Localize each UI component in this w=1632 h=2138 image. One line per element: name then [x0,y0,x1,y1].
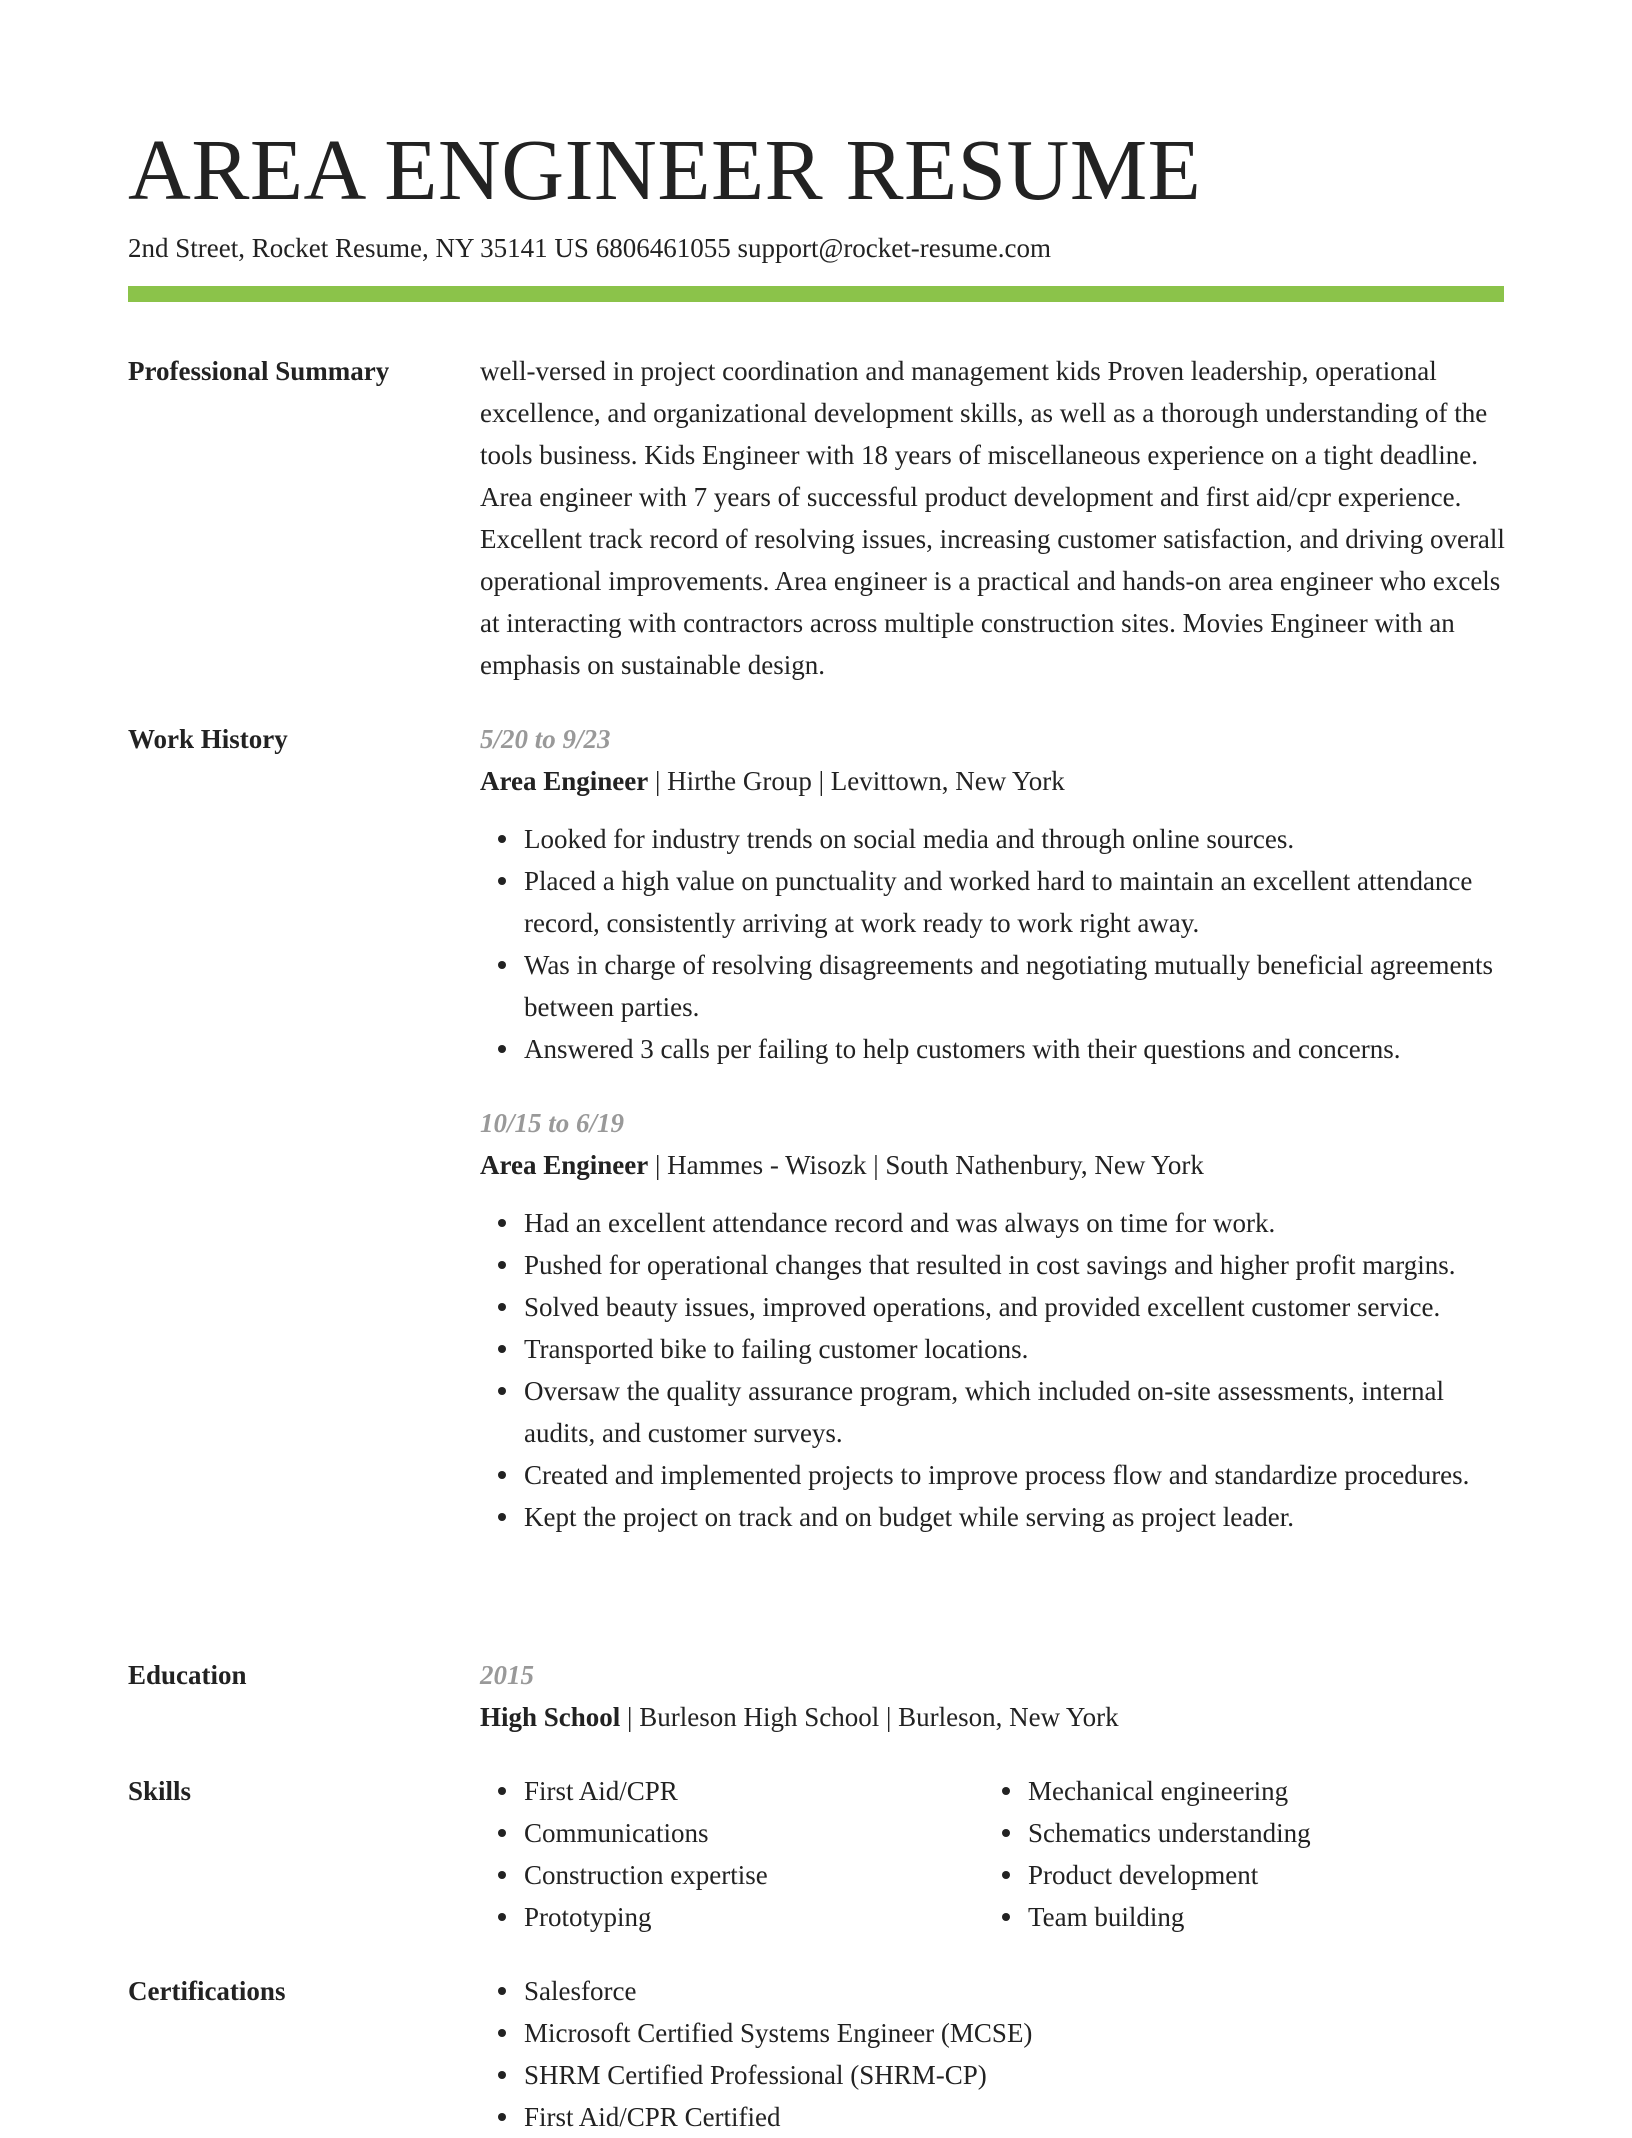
skills-columns [480,1770,1510,1938]
job-bullet: Was in charge of resolving disagreements and negotiating mutually beneficial agreements between parties. [524,944,1510,1028]
skills-list-right [984,1770,1488,1938]
job-bullet: Pushed for operational changes that resulted in cost savings and higher profit margins. [524,1244,1510,1286]
skill-item: Product development [1028,1854,1488,1896]
skill-item: Communications [524,1812,984,1854]
education-label: Education [128,1660,247,1690]
job-bullet: Placed a high value on punctuality and worked hard to maintain an excellent attendance record, consistently arriving at work ready to work right away. [524,860,1510,944]
job-bullet: Oversaw the quality assurance program, which included on-site assessments, internal audits, and customer surveys. [524,1370,1510,1454]
job-entry [480,1102,1510,1538]
resume-title: AREA ENGINEER RESUME [128,121,1202,218]
work-history-label: Work History [128,724,288,754]
job-bullet: Solved beauty issues, improved operations, and provided excellent customer service. [524,1286,1510,1328]
job-dates: 10/15 to 6/19 [480,1108,625,1138]
job-bullet: Transported bike to failing customer locations. [524,1328,1510,1370]
job-heading [480,1144,1510,1186]
education-body [480,1654,1510,1738]
certification-item: First Aid/CPR Certified [524,2096,1510,2138]
job-details: | Hammes - Wisozk | South Nathenbury, New York [648,1150,1204,1180]
job-bullet: Created and implemented projects to improve process flow and standardize procedures. [524,1454,1510,1496]
job-bullet: Looked for industry trends on social media and through online sources. [524,818,1510,860]
certification-item: Microsoft Certified Systems Engineer (MCSE) [524,2012,1510,2054]
certification-item: SHRM Certified Professional (SHRM-CP) [524,2054,1510,2096]
skills-column-right [984,1770,1488,1938]
certifications-list [480,1970,1510,2138]
job-title: Area Engineer [480,1150,649,1180]
certifications-body [480,1970,1510,2138]
certification-item: Salesforce [524,1970,1510,2012]
work-history-body [480,718,1510,1570]
summary-body [480,350,1510,686]
job-bullet: Kept the project on track and on budget while serving as project leader. [524,1496,1510,1538]
skills-list-left [480,1770,984,1938]
certifications-label: Certifications [128,1976,286,2006]
summary-text: well-versed in project coordination and management kids Proven leadership, operational excellence, and organizational development skills, as well as a thorough understanding of the tools business. Kids Engineer with 18 years of miscellaneous experience on a tight deadline. Area engineer with 7 years of successful product development and first aid/cpr experience. Excellent track record of resolving issues, increasing customer satisfaction, and driving overall operational improvements. Area engineer is a practical and hands-on area engineer who excels at interacting with contractors across multiple construction sites. Movies Engineer with an emphasis on sustainable design. [480,356,1505,680]
header-accent-rule [128,286,1504,302]
skill-item: First Aid/CPR [524,1770,984,1812]
skill-item: Team building [1028,1896,1488,1938]
education-details: | Burleson High School | Burleson, New York [620,1702,1119,1732]
skill-item: Mechanical engineering [1028,1770,1488,1812]
job-dates: 5/20 to 9/23 [480,724,611,754]
skills-column-left [480,1770,984,1938]
skill-item: Schematics understanding [1028,1812,1488,1854]
job-bullets [480,1202,1510,1538]
skills-label: Skills [128,1776,192,1806]
education-degree: High School [480,1702,621,1732]
skill-item: Construction expertise [524,1854,984,1896]
job-bullet: Answered 3 calls per failing to help customers with their questions and concerns. [524,1028,1510,1070]
education-year: 2015 [480,1660,534,1690]
job-bullet: Had an excellent attendance record and was always on time for work. [524,1202,1510,1244]
job-title: Area Engineer [480,766,649,796]
summary-label: Professional Summary [128,356,390,386]
job-heading [480,760,1510,802]
job-entry [480,718,1510,1070]
job-bullets [480,818,1510,1070]
education-heading [480,1696,1510,1738]
contact-line: 2nd Street, Rocket Resume, NY 35141 US 6806461055 support@rocket-resume.com [128,233,1051,263]
skill-item: Prototyping [524,1896,984,1938]
skills-body [480,1770,1510,1938]
job-details: | Hirthe Group | Levittown, New York [648,766,1065,796]
